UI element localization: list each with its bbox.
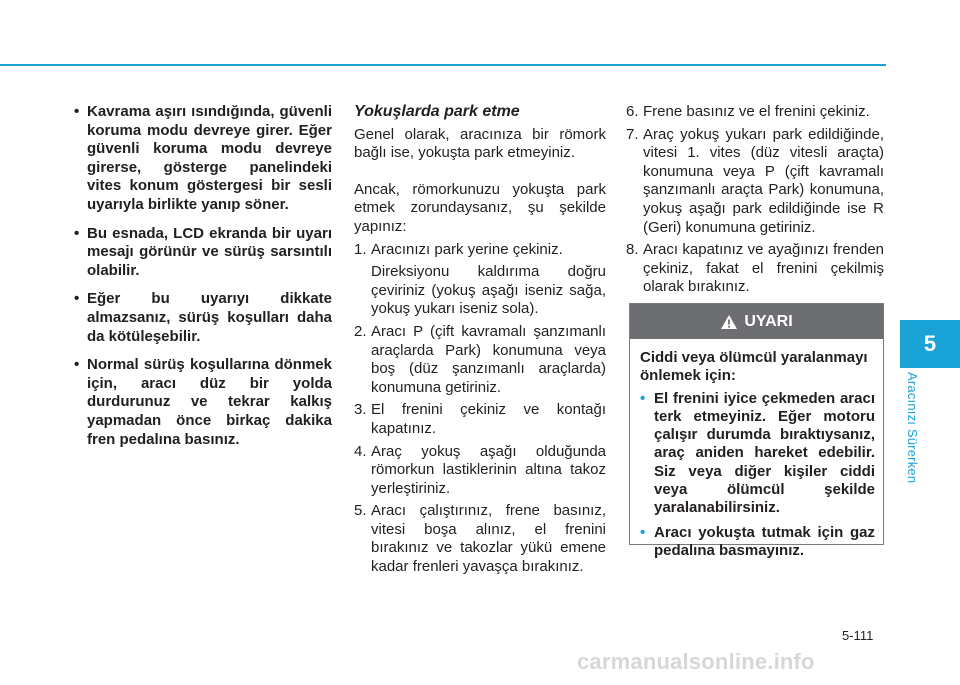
step-text: Araç yokuş aşağı olduğunda römorkun lastiklerinin altına takoz yerleştiriniz.: [371, 442, 606, 497]
step-text: Aracı çalıştırınız, frene basınız, vitesi boşa alınız, el frenini bırakınız ve takozlar yükü emene kadar frenleri yavaşça bırakınız.: [371, 502, 606, 576]
step-item: [626, 241, 884, 297]
step-item: [354, 401, 606, 438]
step-item: [354, 241, 606, 260]
step-number: 7.: [626, 125, 639, 143]
warning-intro: Ciddi veya ölümcül yaralanmayı önlemek için:: [640, 349, 868, 385]
warning-title: UYARI: [744, 312, 793, 330]
watermark: carmanualsonline.info: [577, 649, 815, 674]
header-rule: [0, 64, 886, 66]
step-text: Araç yokuş yukarı park edildiğinde, vitesi 1. vites (düz vitesli araçta) konumuna veya P (çift kavramalı şanzımanlı araçta Park) konumuna, yokuş aşağı park edildiğinde ise R (Geri) konumuna getiriniz.: [643, 125, 884, 236]
step-number: 2.: [354, 322, 367, 340]
step-item: [626, 126, 884, 238]
page-number: 5-111: [842, 628, 874, 643]
warning-bullet: • Aracı yokuşta tutmak için gaz pedalına basmayınız.: [640, 524, 875, 561]
step-number: 3.: [354, 401, 367, 419]
middle-column: [354, 103, 606, 581]
step-text: Aracınızı park yerine çekiniz.: [371, 240, 563, 258]
warning-body: [630, 339, 883, 560]
paragraph: Ancak, römorkunuzu yokuşta park etmek zorundaysanız, şu şekilde yapınız:: [354, 180, 606, 235]
step-number: 1.: [354, 240, 367, 258]
warning-bullet: • El frenini iyice çekmeden aracı terk etmeyiniz. Eğer motoru çalışır durumda bıraktıysanız, araç aniden hareket edebilir. Siz veya diğer kişiler ciddi veya ölümcül şekilde yaralanabilirsiniz.: [640, 390, 875, 518]
bullet-item: • Kavrama aşırı ısındığında, güvenli koruma modu devreye girer. Eğer güvenli koruma modu devreye girerse, gösterge panelindeki vites konum göstergesi bir sesli uyarıyla birlikte yanıp söner.: [72, 103, 332, 215]
warning-header: [630, 304, 883, 339]
step-text: Frene basınız ve el frenini çekiniz.: [643, 103, 870, 120]
step-number: 6.: [626, 103, 639, 120]
left-column: [72, 103, 332, 459]
step-text: El frenini çekiniz ve kontağı kapatınız.: [371, 401, 606, 437]
paragraph: Genel olarak, aracınıza bir römork bağlı ise, yokuşta park etmeyiniz.: [354, 125, 606, 162]
step-item: [354, 502, 606, 576]
step-text: Aracı kapatınız ve ayağınızı frenden çekiniz, fakat el frenini çekilmiş olarak bırakınız.: [643, 241, 884, 296]
section-title: Yokuşlarda park etme: [354, 103, 520, 120]
step-item: [626, 103, 884, 122]
right-column: [626, 103, 884, 301]
step-note: Direksiyonu kaldırıma doğru çeviriniz (yokuş aşağı iseniz sağa, yokuş yukarı iseniz sola).: [371, 263, 606, 318]
step-text: Aracı P (çift kavramalı şanzımanlı araçlarda Park) konumuna veya boş (düz şanzımanlı araçlarda) konumuna getiriniz.: [371, 322, 606, 396]
step-item: [354, 443, 606, 499]
bullet-item: • Eğer bu uyarıyı dikkate almazsanız, sürüş koşulları daha da kötüleşebilir.: [72, 290, 332, 346]
warning-triangle-icon: [720, 314, 738, 330]
step-number: 4.: [354, 442, 367, 460]
step-number: 5.: [354, 502, 367, 520]
bullet-item: • Normal sürüş koşullarına dönmek için, aracı düz bir yolda durdurunuz ve tekrar kalkış yapmadan önce birkaç dakika fren pedalına basınız.: [72, 356, 332, 449]
chapter-tab: 5: [900, 320, 960, 368]
step-number: 8.: [626, 241, 639, 259]
warning-box: [629, 303, 884, 559]
bullet-item: • Bu esnada, LCD ekranda bir uyarı mesajı görünür ve sürüş sarsıntılı olabilir.: [72, 225, 332, 281]
step-item: [354, 323, 606, 397]
chapter-title: Aracınızı Sürerken: [905, 372, 920, 484]
